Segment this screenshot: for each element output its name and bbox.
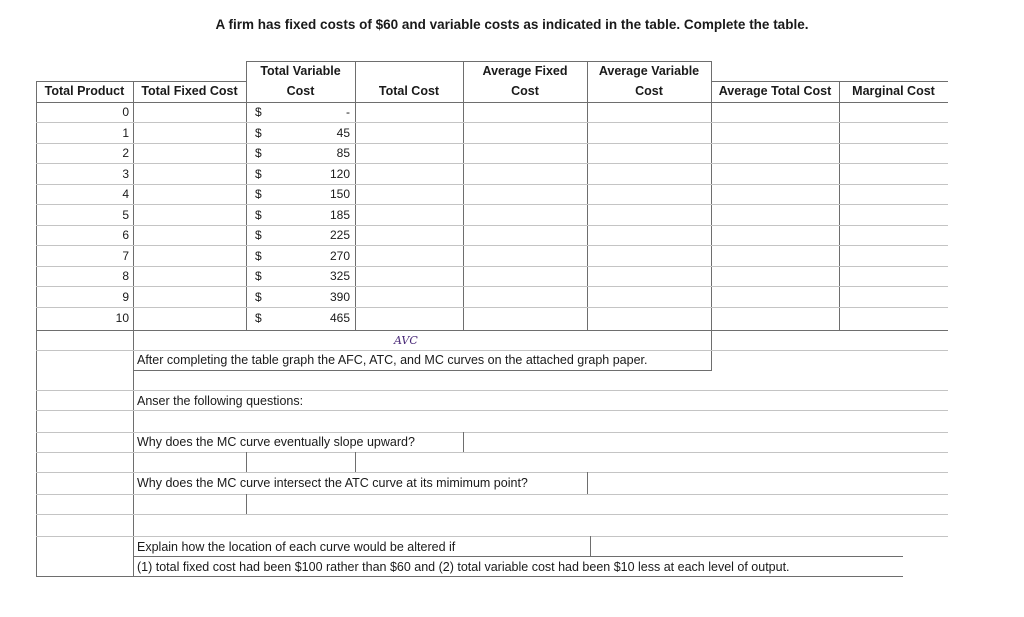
- notes-line: [36, 452, 948, 453]
- tvc-cell: 45: [336, 126, 350, 140]
- total-product-cell: 2: [122, 146, 129, 160]
- currency-symbol: $: [255, 187, 262, 201]
- header-tvc-line1: Total Variable: [260, 64, 341, 78]
- row-line: [36, 143, 948, 144]
- total-product-cell: 3: [122, 167, 129, 181]
- graph-instruction: After completing the table graph the AFC, ATC, and MC curves on the attached graph paper.: [137, 353, 648, 367]
- table-bottom-border: [36, 330, 948, 331]
- question-mc-slope: Why does the MC curve eventually slope upward?: [137, 435, 415, 449]
- total-product-cell: 6: [122, 228, 129, 242]
- header-avc-line2: Cost: [635, 84, 663, 98]
- row-line: [36, 266, 948, 267]
- header-marginal-cost: Marginal Cost: [852, 84, 935, 98]
- total-product-cell: 1: [122, 126, 129, 140]
- tvc-cell: 185: [329, 208, 350, 222]
- currency-symbol: $: [255, 228, 262, 242]
- header-bottom-border: [36, 102, 948, 103]
- currency-symbol: $: [255, 146, 262, 160]
- total-product-cell: 7: [122, 249, 129, 263]
- total-product-cell: 4: [122, 187, 129, 201]
- q2-box-divider: [246, 494, 247, 514]
- row-line: [36, 225, 948, 226]
- header-tvc-line2: Cost: [286, 84, 315, 98]
- tvc-cell: -: [346, 105, 350, 119]
- row-line: [36, 307, 948, 308]
- tvc-cell: 120: [329, 167, 350, 181]
- header-average-total-cost: Average Total Cost: [718, 84, 832, 98]
- currency-symbol: $: [255, 126, 262, 140]
- q1-box-divider: [355, 452, 356, 472]
- header-total-fixed-cost: Total Fixed Cost: [141, 84, 238, 98]
- total-product-cell: 5: [122, 208, 129, 222]
- question-curve-shift-detail: (1) total fixed cost had been $100 rather than $60 and (2) total variable cost had been $10 less at each level of output.: [137, 560, 790, 574]
- currency-symbol: $: [255, 208, 262, 222]
- tvc-cell: 390: [329, 290, 350, 304]
- col-divider-h: [839, 81, 840, 331]
- question-curve-shift-intro: Explain how the location of each curve would be altered if: [137, 540, 456, 554]
- currency-symbol: $: [255, 105, 262, 119]
- row-line: [36, 286, 948, 287]
- note-box-right: [590, 536, 591, 556]
- tvc-cell: 150: [329, 187, 350, 201]
- question-mc-atc-intersection: Why does the MC curve intersect the ATC curve at its mimimum point?: [137, 476, 528, 490]
- row-line: [36, 204, 948, 205]
- total-product-cell: 10: [115, 311, 129, 325]
- q2-box-divider: [463, 432, 464, 452]
- answer-prompt: Anser the following questions:: [137, 394, 304, 408]
- note-box-line: [133, 370, 711, 371]
- header-total-product: Total Product: [44, 84, 125, 98]
- row-line: [36, 184, 948, 185]
- total-product-cell: 0: [122, 105, 129, 119]
- col-divider-g: [711, 61, 712, 371]
- tvc-cell: 85: [336, 146, 350, 160]
- total-product-cell: 8: [122, 269, 129, 283]
- notes-line: [36, 514, 948, 515]
- currency-symbol: $: [255, 311, 262, 325]
- row-line: [36, 122, 948, 123]
- total-product-cell: 9: [122, 290, 129, 304]
- handwritten-avc-annotation: AVC: [394, 334, 418, 347]
- tvc-cell: 465: [329, 311, 350, 325]
- currency-symbol: $: [255, 290, 262, 304]
- page-title: A firm has fixed costs of $60 and variable costs as indicated in the table. Complete the table.: [215, 17, 809, 32]
- tvc-cell: 270: [329, 249, 350, 263]
- tvc-cell: 325: [329, 269, 350, 283]
- q2-box-divider: [587, 472, 588, 494]
- currency-symbol: $: [255, 269, 262, 283]
- currency-symbol: $: [255, 167, 262, 181]
- header-afc-line1: Average Fixed: [482, 64, 568, 78]
- header-avc-line1: Average Variable: [598, 64, 700, 78]
- row-line: [36, 163, 948, 164]
- header-total-cost: Total Cost: [378, 84, 440, 98]
- currency-symbol: $: [255, 249, 262, 263]
- header-afc-line2: Cost: [511, 84, 539, 98]
- q1-box-divider: [246, 452, 247, 472]
- col-divider-b: [133, 81, 134, 577]
- tvc-cell: 225: [329, 228, 350, 242]
- row-line: [36, 245, 948, 246]
- notes-line: [36, 494, 948, 495]
